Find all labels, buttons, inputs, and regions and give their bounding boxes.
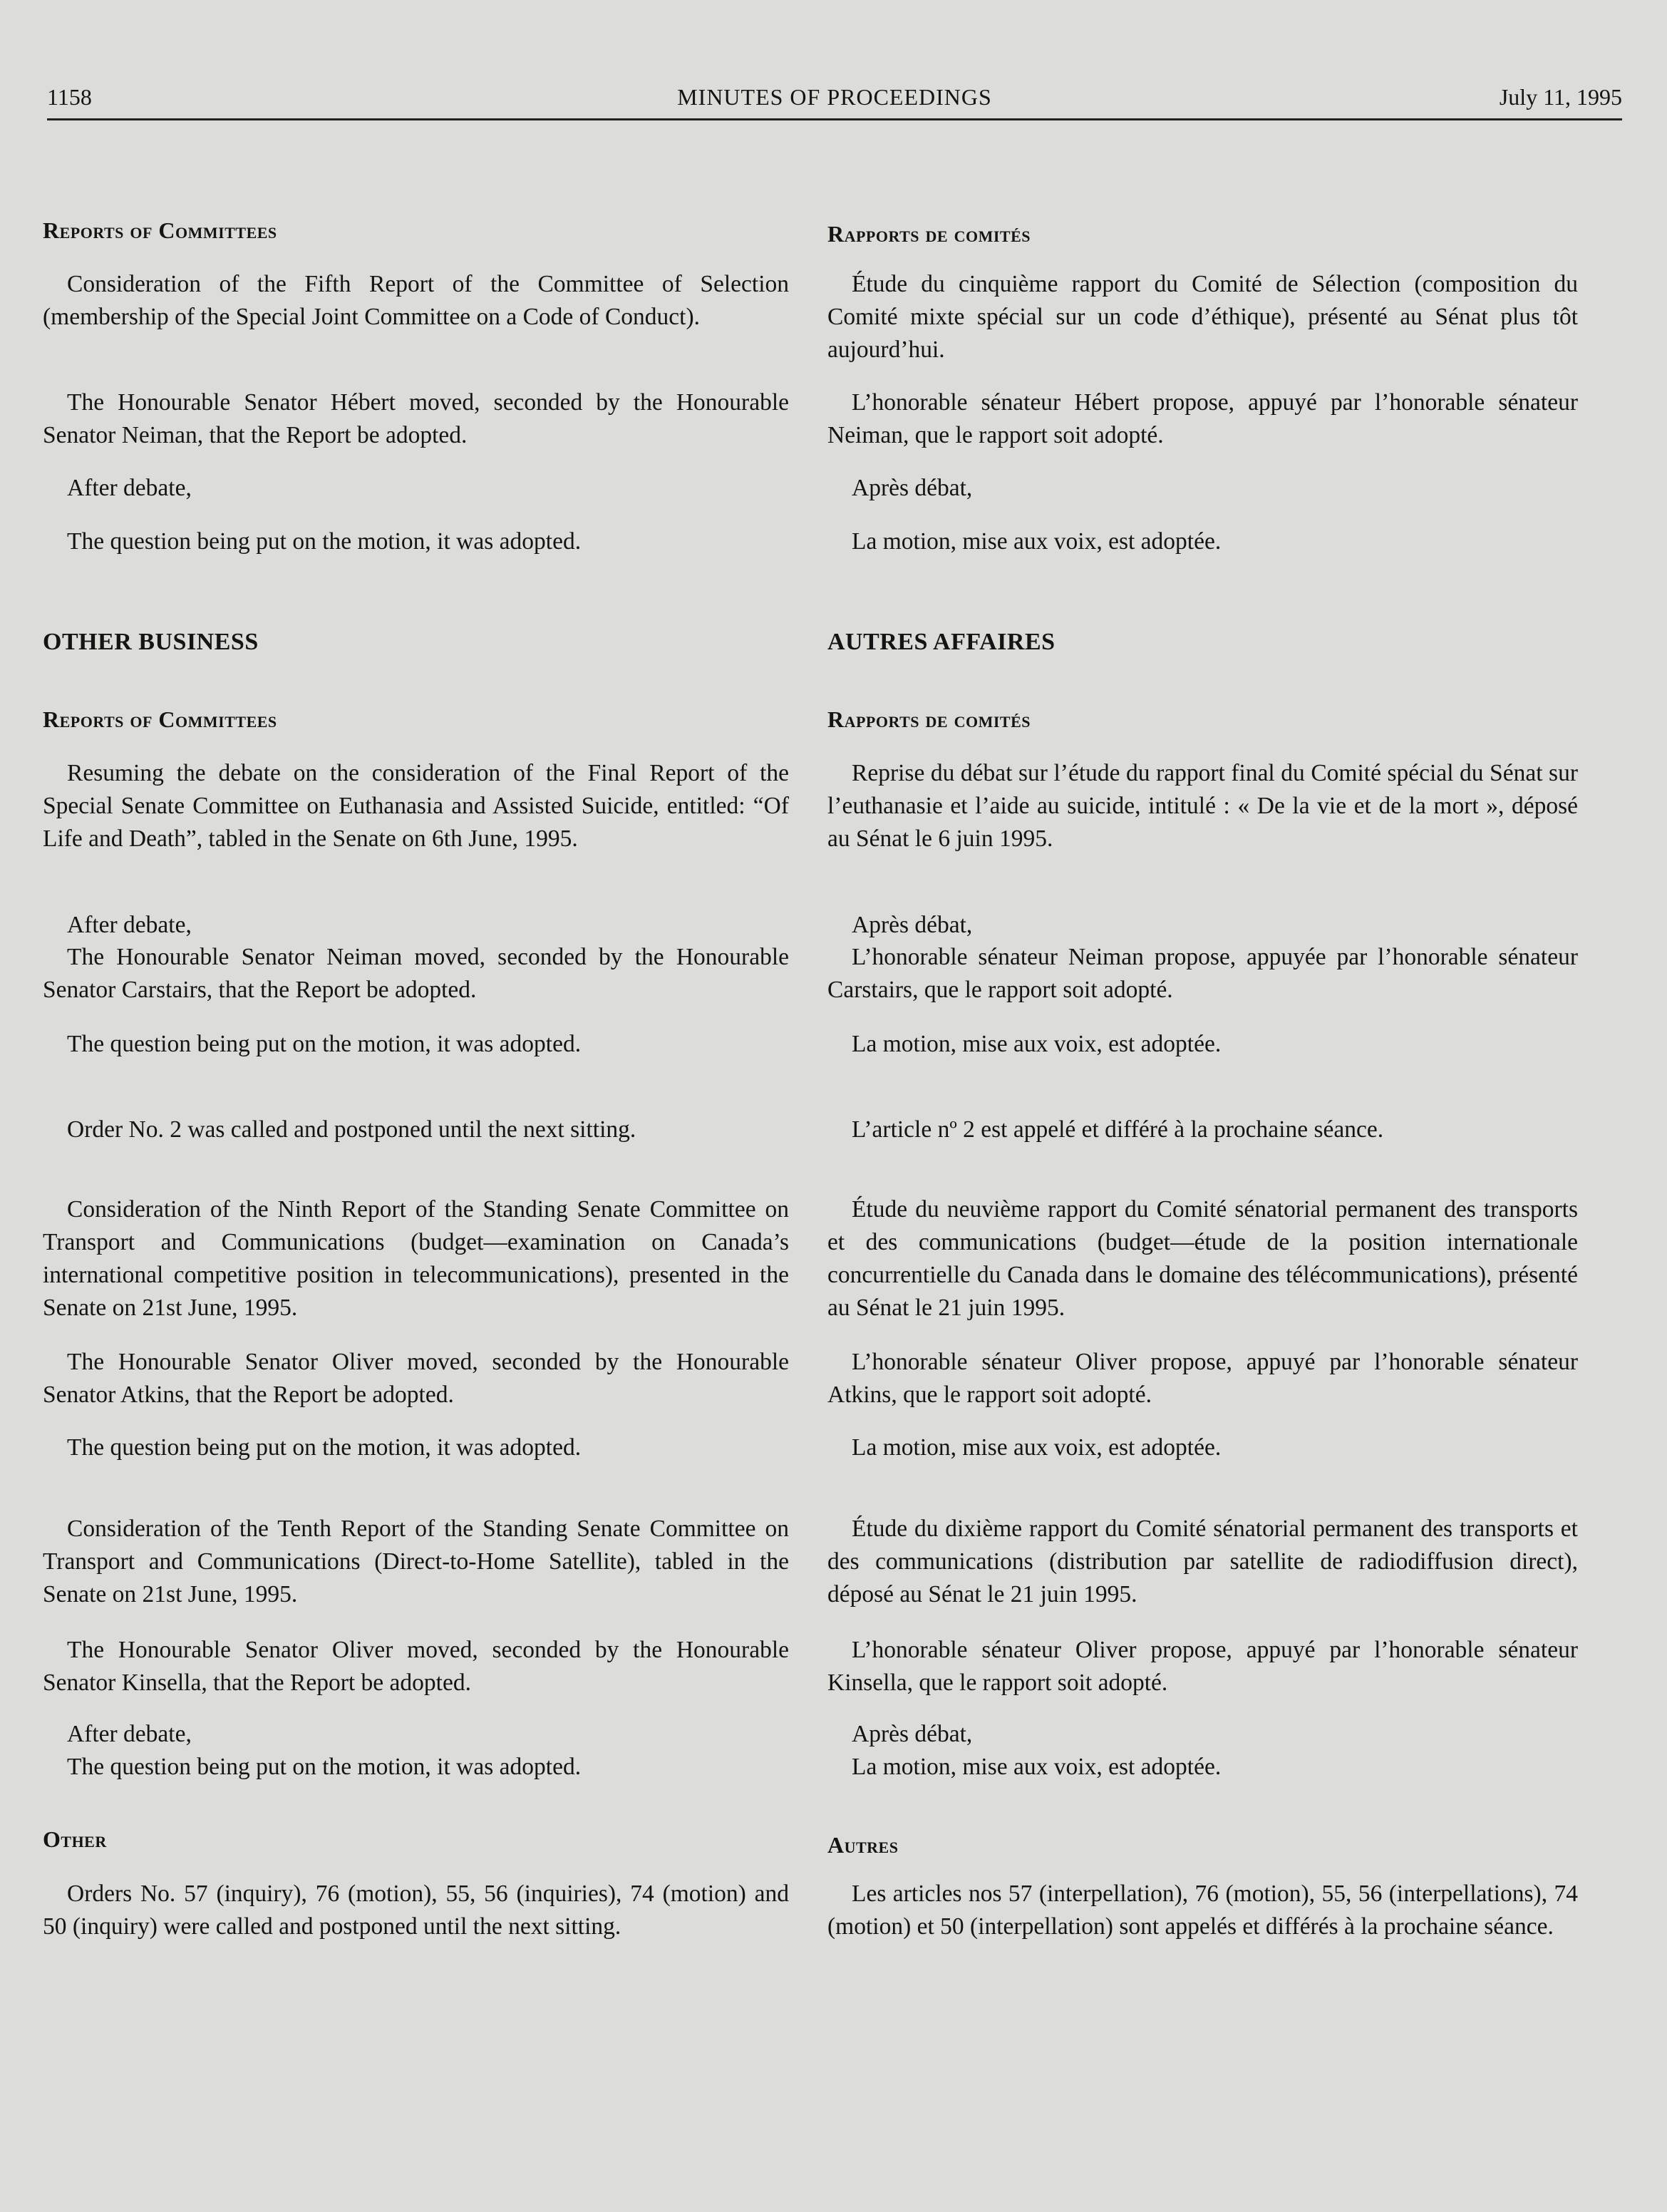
paragraph: L’article nº 2 est appelé et différé à la prochaine séance. <box>852 1116 1384 1143</box>
running-title: MINUTES OF PROCEEDINGS <box>677 84 992 110</box>
paragraph: Resuming the debate on the consideration of the Final Report of the Special Senate Committee on Euthanasia and Assisted Suicide, entitled: “Of Life and Death”, tabled in the Senate on 6th June, 1995. <box>43 760 789 852</box>
paragraph: After debate, <box>67 912 192 938</box>
page-header <box>47 78 1622 121</box>
paragraph: The question being put on the motion, it was adopted. <box>67 1031 582 1057</box>
paragraph: Après débat, <box>852 912 973 938</box>
paragraph: Après débat, <box>852 1721 973 1747</box>
paragraph: The Honourable Senator Oliver moved, seconded by the Honourable Senator Atkins, that the Report be adopted. <box>43 1349 789 1408</box>
header-rule <box>47 118 1622 120</box>
paragraph: La motion, mise aux voix, est adoptée. <box>852 1031 1222 1057</box>
paragraph: L’honorable sénateur Oliver propose, appuyé par l’honorable sénateur Atkins, que le rapport soit adopté. <box>827 1349 1578 1408</box>
section-heading-autres: Autres <box>827 1832 899 1858</box>
paragraph: Étude du cinquième rapport du Comité de Sélection (composition du Comité mixte spécial sur un code d’éthique), présenté au Sénat plus tôt aujourd’hui. <box>827 271 1578 363</box>
section-heading-autres-affaires: AUTRES AFFAIRES <box>827 629 1056 655</box>
paragraph: Consideration of the Tenth Report of the Standing Senate Committee on Transport and Communications (Direct-to-Home Satellite), tabled in the Senate on 21st June, 1995. <box>43 1516 789 1607</box>
paragraph: Étude du dixième rapport du Comité sénatorial permanent des transports et des communications (distribution par satellite de radiodiffusion direct), déposé au Sénat le 21 juin 1995. <box>827 1516 1578 1607</box>
header-date: July 11, 1995 <box>1499 84 1622 110</box>
paragraph: The question being put on the motion, it was adopted. <box>67 1754 582 1780</box>
paragraph: Order No. 2 was called and postponed until the next sitting. <box>67 1116 636 1143</box>
paragraph: La motion, mise aux voix, est adoptée. <box>852 1434 1222 1461</box>
paragraph: L’honorable sénateur Oliver propose, appuyé par l’honorable sénateur Kinsella, que le rapport soit adopté. <box>827 1637 1578 1696</box>
paragraph: Consideration of the Ninth Report of the Standing Senate Committee on Transport and Communications (budget—examination on Canada’s international competitive position in telecommunications), presented in the Senate on 21st June, 1995. <box>43 1196 789 1321</box>
paragraph: L’honorable sénateur Neiman propose, appuyée par l’honorable sénateur Carstairs, que le rapport soit adopté. <box>827 944 1578 1003</box>
paragraph: After debate, <box>67 1721 192 1747</box>
section-heading-reports-of-committees: Reports of Committees <box>43 706 277 732</box>
paragraph: The question being put on the motion, it was adopted. <box>67 528 582 555</box>
paragraph: Les articles nos 57 (interpellation), 76 (motion), 55, 56 (interpellations), 74 (motion) et 50 (interpellation) sont appelés et différés à la prochaine séance. <box>827 1881 1578 1940</box>
paragraph: The Honourable Senator Oliver moved, seconded by the Honourable Senator Kinsella, that the Report be adopted. <box>43 1637 789 1696</box>
paragraph: Étude du neuvième rapport du Comité sénatorial permanent des transports et des communications (budget—étude de la position internationale concurrentielle du Canada dans le domaine des télécommunications), présenté au Sénat le 21 juin 1995. <box>827 1196 1578 1321</box>
paragraph: La motion, mise aux voix, est adoptée. <box>852 1754 1222 1780</box>
section-heading-other: Other <box>43 1826 107 1852</box>
section-heading-other-business: OTHER BUSINESS <box>43 629 259 655</box>
section-heading-rapports-de-comites: Rapports de comités <box>827 221 1031 247</box>
paragraph: Après débat, <box>852 475 973 501</box>
paragraph: The question being put on the motion, it was adopted. <box>67 1434 582 1461</box>
paragraph: L’honorable sénateur Hébert propose, appuyé par l’honorable sénateur Neiman, que le rapport soit adopté. <box>827 389 1578 448</box>
paragraph: La motion, mise aux voix, est adoptée. <box>852 528 1222 555</box>
paragraph: Reprise du débat sur l’étude du rapport final du Comité spécial du Sénat sur l’euthanasie et l’aide au suicide, intitulé : « De la vie et de la mort », déposé au Sénat le 6 juin 1995. <box>827 760 1578 852</box>
paragraph: The Honourable Senator Neiman moved, seconded by the Honourable Senator Carstairs, that the Report be adopted. <box>43 944 789 1003</box>
section-heading-reports-of-committees: Reports of Committees <box>43 217 277 243</box>
paragraph: Consideration of the Fifth Report of the Committee of Selection (membership of the Special Joint Committee on a Code of Conduct). <box>43 271 789 330</box>
paragraph: Orders No. 57 (inquiry), 76 (motion), 55, 56 (inquiries), 74 (motion) and 50 (inquiry) were called and postponed until the next sitting. <box>43 1881 789 1940</box>
page-number: 1158 <box>47 84 92 110</box>
section-heading-rapports-de-comites: Rapports de comités <box>827 706 1031 732</box>
paragraph: The Honourable Senator Hébert moved, seconded by the Honourable Senator Neiman, that the Report be adopted. <box>43 389 789 448</box>
paragraph: After debate, <box>67 475 192 501</box>
